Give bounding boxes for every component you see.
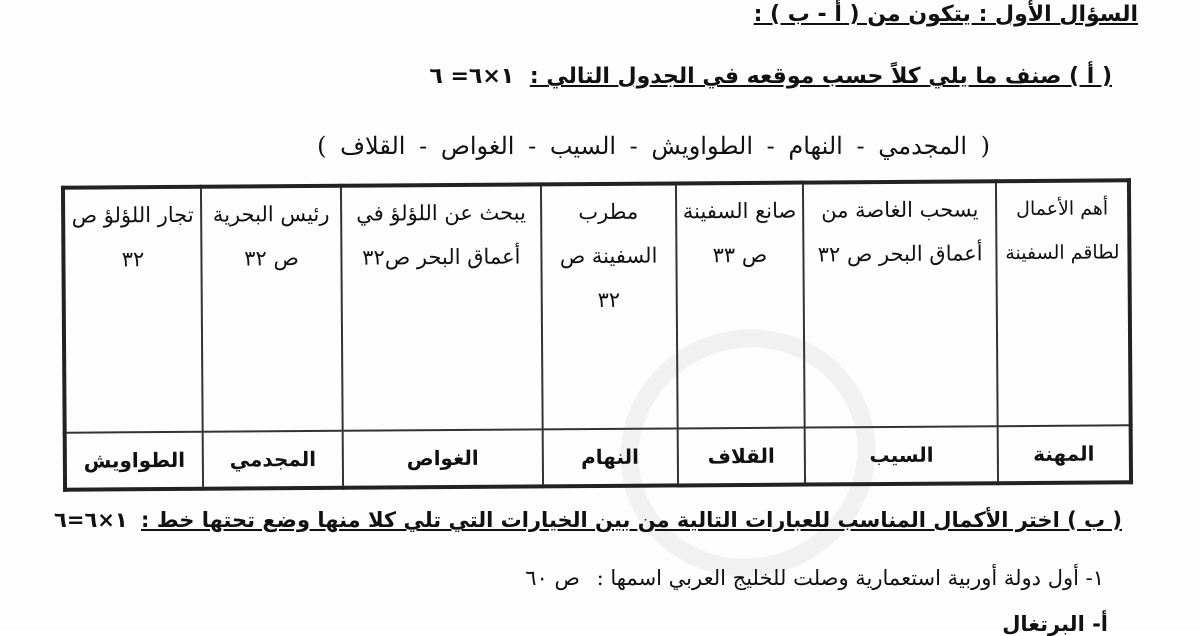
part-b-score: ١×٦=٦ [54,508,128,532]
question-1-page-ref: ص ٦٠ [525,566,580,590]
answer-cell: الطواويش [65,432,203,490]
answer-cell: السيب [805,426,998,484]
answer-row [65,425,1131,489]
word-bank: ( المجدمي - النهام - الطواويش - السيب - الغواص - القلاف ) [317,132,990,160]
description-cell: رئيس البحرية ص ٣٢ [201,186,343,432]
answer-cell: النهام [542,428,677,486]
classification-table [61,178,1133,491]
part-a-instruction-text: ( أ ) صنف ما يلي كلاً حسب موقعه في الجدول التالي : [529,64,1112,89]
part-b-instruction [54,508,1122,532]
answer-cell: القلاف [677,428,805,486]
question-1-text: ١- أول دولة أوربية استعمارية وصلت للخليج العربي اسمها : [596,566,1104,590]
description-row [63,180,1131,432]
question-1-option-a: أ- البرتغال [1002,612,1108,636]
answer-cell: المجدمي [203,431,343,489]
description-cell: يسحب الغاصة من أعماق البحر ص ٣٢ [803,181,997,427]
question-1 [525,566,1104,590]
answer-header-cell: المهنة [998,425,1131,483]
part-b-instruction-text: ( ب ) اختر الأكمال المناسب للعبارات التالية من بين الخيارات التي تلي كلا منها وضع تحتها خط : [141,508,1122,532]
answer-cell: الغواص [343,429,543,487]
part-a-score: ١×٦= ٦ [429,64,515,89]
description-cell: صانع السفينة ص ٣٣ [676,183,805,429]
table-header-cell: أهم الأعمال لطاقم السفينة [996,180,1131,426]
description-cell: تجار اللؤلؤ ص ٣٢ [63,187,203,433]
description-cell: يبحث عن اللؤلؤ في أعماق البحر ص٣٢ [341,184,542,430]
description-cell: مطرب السفينة ص ٣٢ [541,183,678,429]
part-a-instruction [429,64,1112,89]
question-title: السؤال الأول : يتكون من ( أ - ب ) : [753,2,1138,27]
